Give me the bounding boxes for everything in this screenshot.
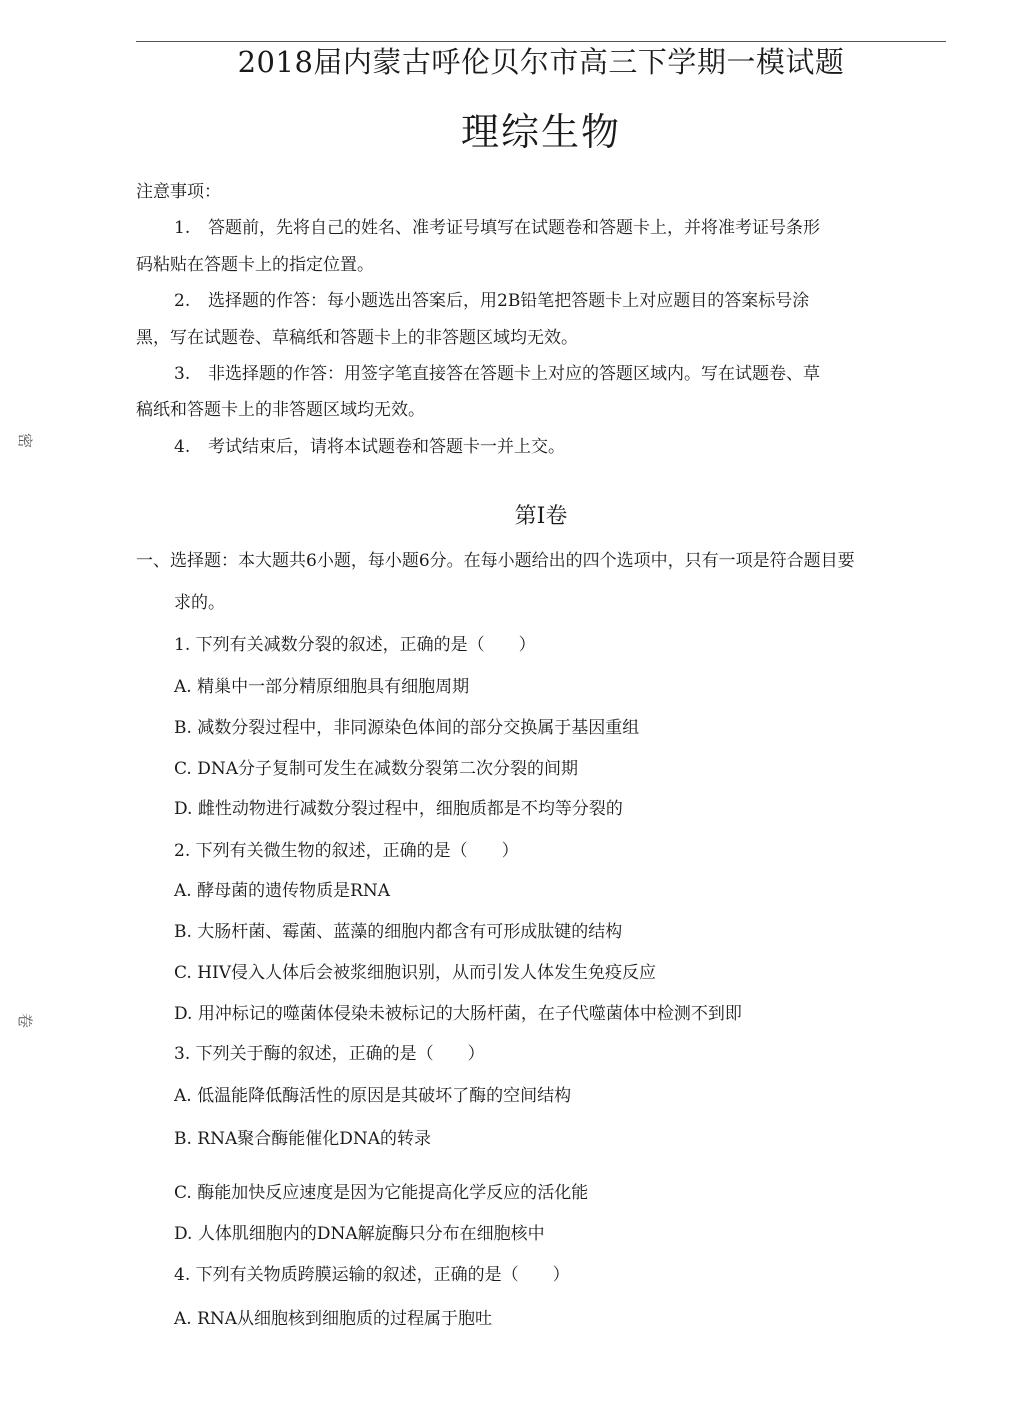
question-3-stem: 3. 下列关于酶的叙述，正确的是（ ）	[174, 1044, 485, 1064]
question-4-option-a: A. RNA从细胞核到细胞质的过程属于胞吐	[174, 1309, 493, 1329]
question-1-option-a: A. 精巢中一部分精原细胞具有细胞周期	[174, 677, 470, 697]
question-1-option-c: C. DNA分子复制可发生在减数分裂第二次分裂的间期	[174, 759, 578, 779]
notice-item-4-num: 4.	[174, 437, 191, 457]
section-intro-line2: 求的。	[174, 593, 225, 613]
section-title: 第Ⅰ卷	[514, 504, 568, 529]
question-2-option-d: D. 用冲标记的噬菌体侵染未被标记的大肠杆菌，在子代噬菌体中检测不到即	[174, 1004, 742, 1024]
exam-subject: 理综生物	[460, 110, 621, 154]
notice-heading: 注意事项：	[136, 182, 221, 202]
question-2-option-a: A. 酵母菌的遗传物质是RNA	[174, 881, 391, 901]
question-2-option-b: B. 大肠杆菌、霉菌、蓝藻的细胞内都含有可形成肽键的结构	[174, 922, 623, 942]
notice-item-3-line1: 非选择题的作答：用签字笔直接答在答题卡上对应的答题区域内。写在试题卷、草	[208, 364, 820, 384]
question-3-option-d: D. 人体肌细胞内的DNA解旋酶只分布在细胞核中	[174, 1224, 545, 1244]
notice-item-3-line2: 稿纸和答题卡上的非答题区域均无效。	[136, 400, 425, 420]
margin-seal-char: 密	[16, 432, 35, 449]
notice-item-2-line1: 选择题的作答：每小题选出答案后，用2B铅笔把答题卡上对应题目的答案标号涂	[208, 291, 810, 311]
notice-item-2-line2: 黑，写在试题卷、草稿纸和答题卡上的非答题区域均无效。	[136, 328, 578, 348]
question-4-stem: 4. 下列有关物质跨膜运输的叙述，正确的是（ ）	[174, 1265, 570, 1285]
notice-item-2-num: 2.	[174, 291, 191, 311]
question-1-option-d: D. 雌性动物进行减数分裂过程中，细胞质都是不均等分裂的	[174, 799, 623, 819]
notice-item-1-num: 1.	[174, 218, 191, 238]
question-2-stem: 2. 下列有关微生物的叙述，正确的是（ ）	[174, 841, 519, 861]
question-1-option-b: B. 减数分裂过程中，非同源染色体间的部分交换属于基因重组	[174, 718, 640, 738]
exam-title: 2018届内蒙古呼伦贝尔市高三下学期一模试题	[237, 45, 845, 79]
notice-item-3-num: 3.	[174, 364, 191, 384]
margin-volume-char: 卷	[16, 1012, 35, 1029]
question-1-stem: 1. 下列有关减数分裂的叙述，正确的是（ ）	[174, 635, 536, 655]
section-intro-line1: 一、选择题：本大题共6小题，每小题6分。在每小题给出的四个选项中，只有一项是符合题目要	[136, 551, 855, 571]
question-3-option-c: C. 酶能加快反应速度是因为它能提高化学反应的活化能	[174, 1183, 589, 1203]
top-rule	[136, 41, 946, 42]
question-3-option-a: A. 低温能降低酶活性的原因是其破坏了酶的空间结构	[174, 1086, 572, 1106]
notice-item-1-line2: 码粘贴在答题卡上的指定位置。	[136, 255, 374, 275]
notice-item-4-line1: 考试结束后，请将本试题卷和答题卡一并上交。	[208, 437, 565, 457]
notice-item-1-line1: 答题前，先将自己的姓名、准考证号填写在试题卷和答题卡上，并将准考证号条形	[208, 218, 820, 238]
question-3-option-b: B. RNA聚合酶能催化DNA的转录	[174, 1129, 432, 1149]
question-2-option-c: C. HIV侵入人体后会被浆细胞识别，从而引发人体发生免疫反应	[174, 963, 657, 983]
